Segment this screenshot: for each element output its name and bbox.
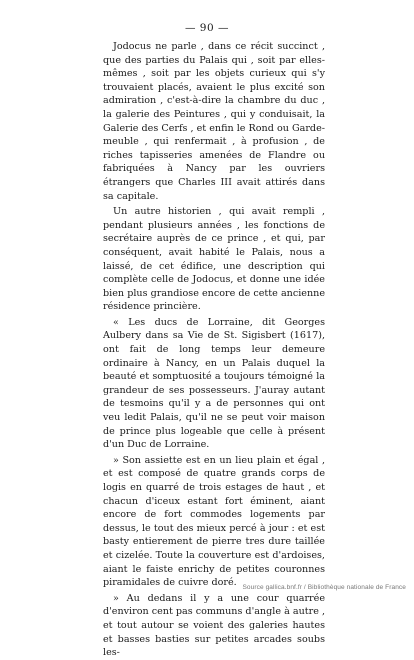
body-text — [103, 40, 325, 660]
paragraph: » Son assiette est en un lieu plain et égal , et est composé de quatre grands corps de logis en quarré de trois estages de haut , et chacun d'iceux estant fort éminent, aiant encore de fort commodes logements par dessus, le tout des mieux percé à jour : et est basty entierement de pierre tres dure taillée et cizelée. Toute la couverture est d'ardoises, aiant le faiste enrichy de petites couronnes piramidales de cuivre doré. — [103, 454, 325, 589]
page-number: — 90 — — [184, 22, 230, 34]
source-footer: Source gallica.bnf.fr / Bibliothèque nationale de France — [242, 584, 406, 591]
paragraph: » Au dedans il y a une cour quarrée d'environ cent pas communs d'angle à autre , et tout autour se voient des galeries hautes et basses basties sur petites arcades soubs les- — [103, 592, 325, 659]
paragraph: Jodocus ne parle , dans ce récit succinct , que des parties du Palais qui , soit par elles-mêmes , soit par les objets curieux qui s'y trouvaient placés, avaient le plus excité son admiration , c'est-à-dire la chambre du duc , la galerie des Peintures , qui y conduisait, la Galerie des Cerfs , et enfin le Rond ou Garde-meuble , qui renfermait , à profusion , de riches tapisseries amenées de Flandre ou fabriquées à Nancy par les ouvriers étrangers que Charles III avait attirés dans sa capitale. — [103, 41, 325, 202]
paragraph: Un autre historien , qui avait rempli , pendant plusieurs années , les fonctions de secrétaire auprès de ce prince , et qui, par conséquent, avait habité le Palais, nous a laissé, de cet édifice, une description qui complète celle de Jodocus, et donne une idée bien plus grandiose encore de cette ancienne résidence princière. — [103, 206, 325, 313]
paragraph: « Les ducs de Lorraine, dit Georges Aulbery dans sa Vie de St. Sigisbert (1617), ont fait de long temps leur demeure ordinaire à Nancy, en un Palais duquel la beauté et somptuosité a toujours témoigné la grandeur de ses possesseurs. J'auray autant de tesmoins qu'il y a de personnes qui ont veu ledit Palais, qu'il ne se peut voir maison de prince plus logeable que celle à présent d'un Duc de Lorraine. — [103, 316, 325, 451]
